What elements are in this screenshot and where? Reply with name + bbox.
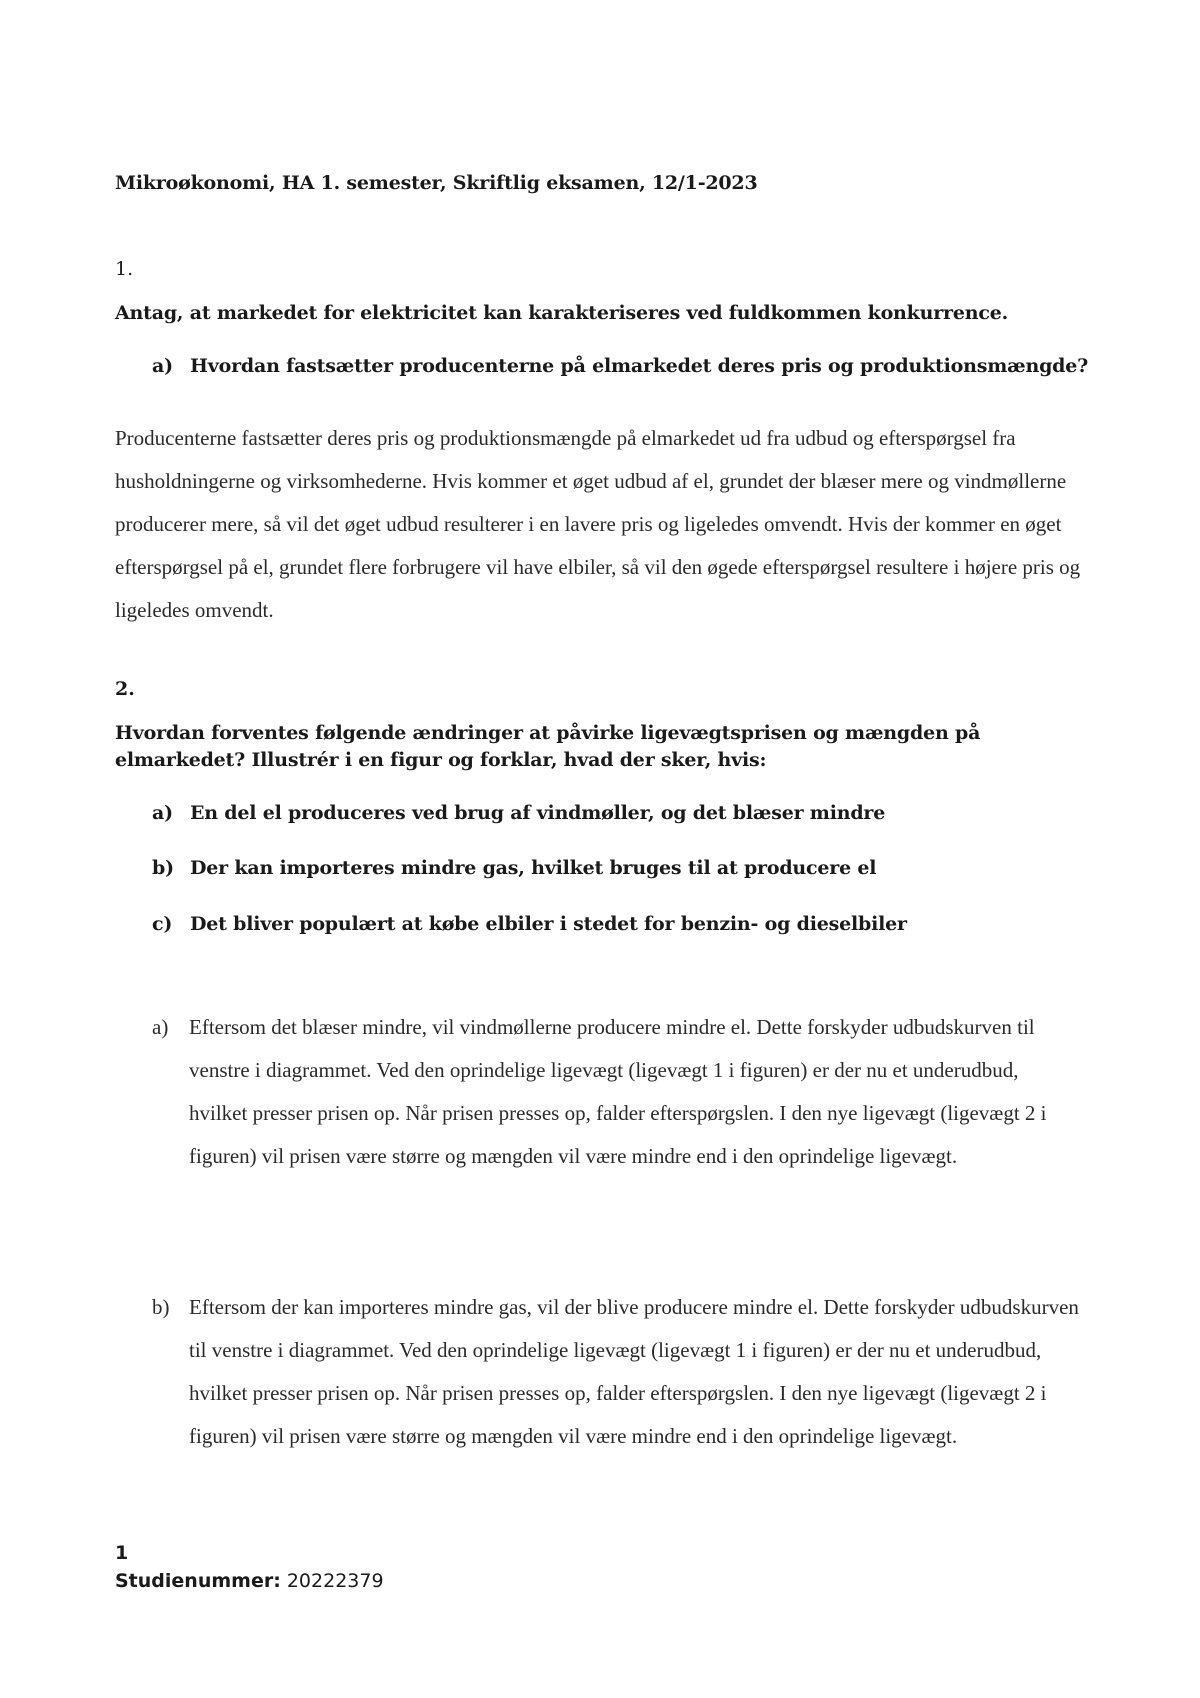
question-2-item-text: Det bliver populært at købe elbiler i stedet for benzin- og dieselbiler bbox=[190, 913, 907, 935]
student-id-value: 20222379 bbox=[286, 1570, 384, 1592]
question-2-item-a bbox=[152, 802, 1102, 824]
answer-2a-text: Eftersom det blæser mindre, vil vindmøllerne producere mindre el. Dette forskyder udbudskurven til venstre i diagrammet. Ved den oprindelige ligevægt (ligevægt 1 i figuren) er der nu et underudbud, hvilket presser prisen op. Når prisen presses op, falder efterspørgslen. I den nye ligevægt (ligevægt 2 i figuren) vil prisen være større og mængden vil være mindre end i den oprindelige ligevægt. bbox=[189, 1015, 1047, 1168]
question-2-item-c bbox=[152, 913, 1102, 935]
question-1a-text: Hvordan fastsætter producenterne på elmarkedet deres pris og produktionsmængde? bbox=[190, 355, 1089, 377]
question-1-text: Antag, at markedet for elektricitet kan karakteriseres ved fuldkommen konkurrence. bbox=[115, 302, 1009, 324]
answer-2a-label: a) bbox=[152, 1015, 169, 1039]
question-2-item-text: Der kan importeres mindre gas, hvilket bruges til at producere el bbox=[190, 857, 877, 879]
question-2-item-b bbox=[152, 857, 1102, 879]
question-1a-label: a) bbox=[152, 355, 173, 377]
answer-2b-label: b) bbox=[152, 1295, 170, 1319]
student-id-label: Studienummer: bbox=[115, 1570, 281, 1592]
question-2-number: 2. bbox=[115, 678, 135, 700]
answer-2b-text: Eftersom der kan importeres mindre gas, vil der blive producere mindre el. Dette forskyder udbudskurven til venstre i diagrammet. Ved den oprindelige ligevægt (ligevægt 1 i figuren) er der nu et underudbud, hvilket presser prisen op. Når prisen presses op, falder efterspørgslen. I den nye ligevægt (ligevægt 2 i figuren) vil prisen være større og mængden vil være mindre end i den oprindelige ligevægt. bbox=[189, 1295, 1079, 1448]
question-2-item-label: c) bbox=[152, 913, 173, 935]
page-number: 1 bbox=[115, 1542, 129, 1564]
answer-2a bbox=[152, 1006, 1082, 1178]
question-2-item-text: En del el produceres ved brug af vindmøller, og det blæser mindre bbox=[190, 802, 886, 824]
question-2-text: Hvordan forventes følgende ændringer at påvirke ligevægtsprisen og mængden på elmarkedet? Illustrér i en figur og forklar, hvad der sker, hvis: bbox=[115, 722, 981, 771]
question-1-number: 1. bbox=[115, 258, 134, 280]
question-2-item-label: a) bbox=[152, 802, 173, 824]
answer-2b bbox=[152, 1286, 1082, 1458]
answer-1: Producenterne fastsætter deres pris og produktionsmængde på elmarkedet ud fra udbud og efterspørgsel fra husholdningerne og virksomhederne. Hvis kommer et øget udbud af el, grundet der blæser mere og vindmøllerne producerer mere, så vil det øget udbud resulterer i en lavere pris og ligeledes omvendt. Hvis der kommer en øget efterspørgsel på el, grundet flere forbrugere vil have elbiler, så vil den øgede efterspørgsel resultere i højere pris og ligeledes omvendt. bbox=[115, 426, 1081, 622]
question-2-item-label: b) bbox=[152, 857, 174, 879]
question-1a bbox=[152, 355, 1102, 377]
document-title: Mikroøkonomi, HA 1. semester, Skriftlig eksamen, 12/1-2023 bbox=[115, 172, 758, 194]
student-id bbox=[115, 1570, 384, 1592]
